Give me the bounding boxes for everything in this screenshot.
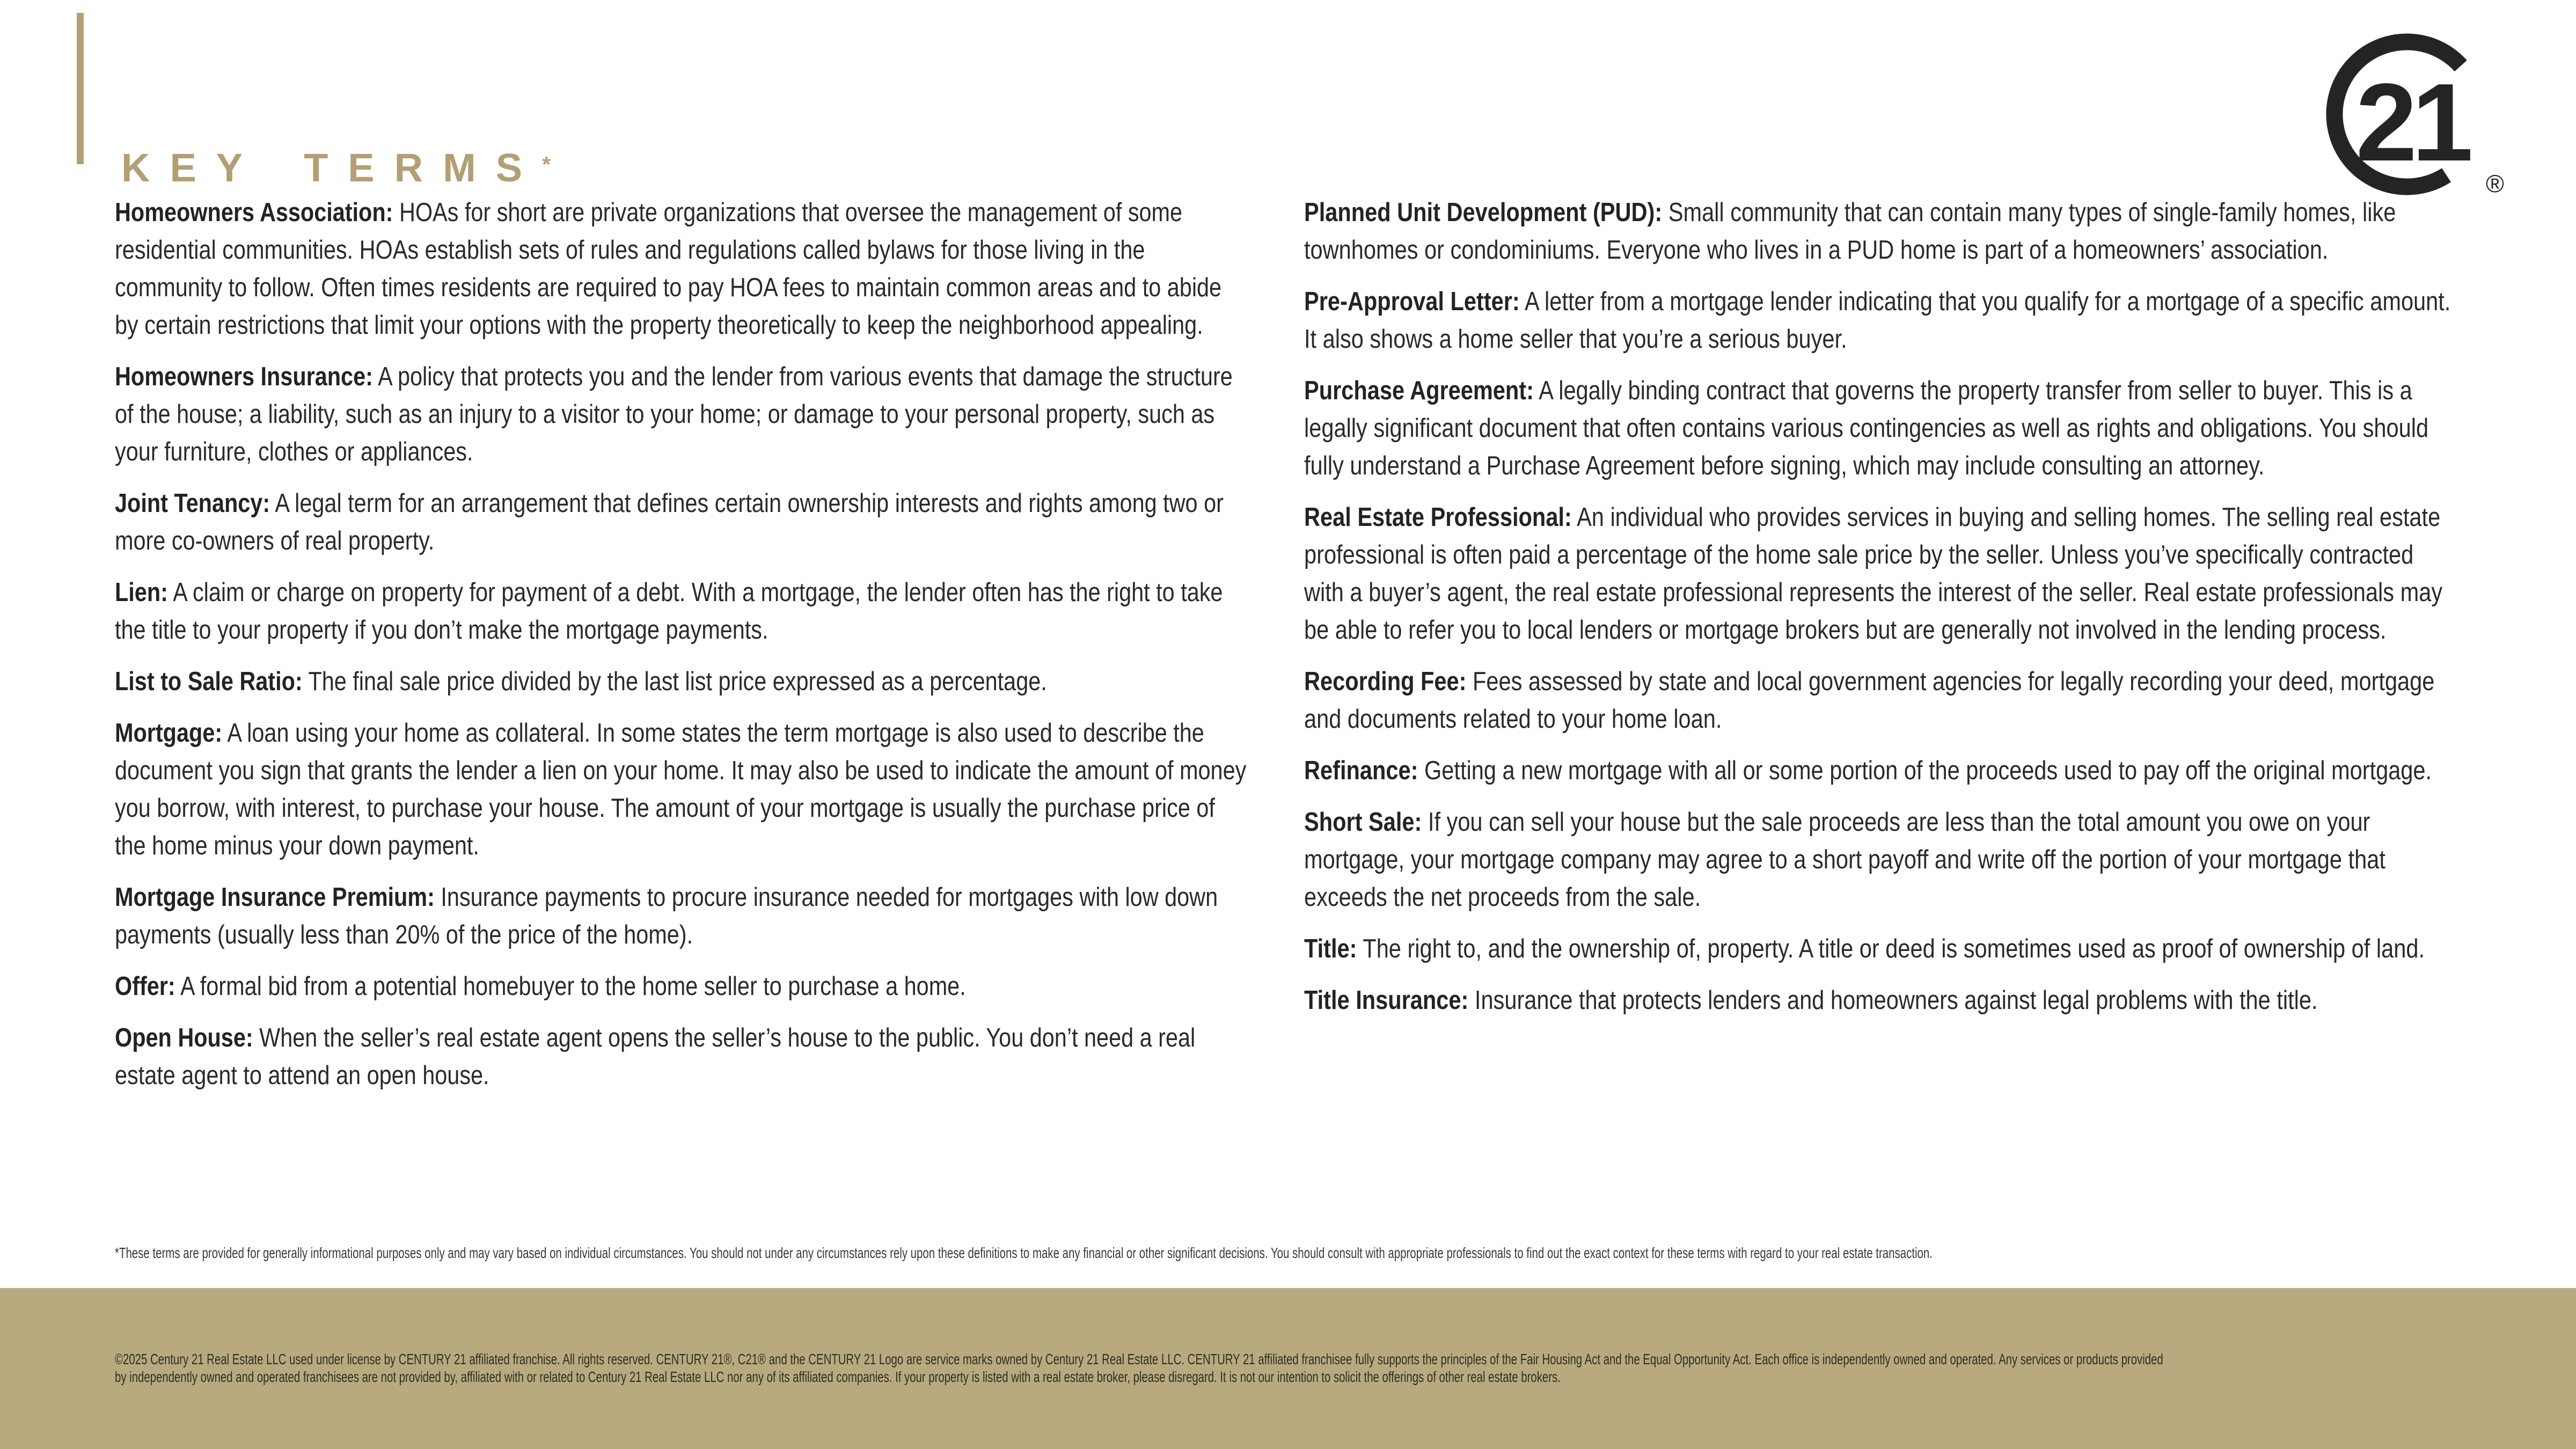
- term-definition: Getting a new mortgage with all or some portion of the proceeds used to pay off the original mortgage.: [1424, 756, 2432, 785]
- term-definition: An individual who provides services in buying and selling homes. The selling real estate professional is often paid a percentage of the home sale price by the seller. Unless you’ve specifically contracted with a buyer’s agent, the real estate professional represents the interest of the seller. Real estate professionals may be able to refer you to local lenders or mortgage brokers but are generally not involved in the lending process.: [1304, 503, 2443, 645]
- legal-footer-line-1: ©2025 Century 21 Real Estate LLC used under license by CENTURY 21 affiliated franchise. All rights reserved. CENTURY 21®, C21® and the CENTURY 21 Logo are service marks owned by Century 21 Real Estate LLC. CENTURY 21 affiliated franchisee fully supports the principles of the Fair Housing Act and the Equal Opportunity Act. Each office is independently owned and operated. Any services or products provided: [115, 1351, 2163, 1367]
- term-entry: [1304, 803, 2451, 916]
- term-label: Title:: [1304, 934, 1357, 963]
- term-label: Offer:: [115, 972, 175, 1001]
- legal-footer: [0, 1288, 2576, 1449]
- term-label: Mortgage:: [115, 719, 223, 748]
- footnote-disclaimer-text: *These terms are provided for generally informational purposes only and may vary based on individual circumstances. You should not under any circumstances rely upon these definitions to make any financial or other significant decisions. You should consult with appropriate professionals to find out the exact context for these terms with regard to your real estate transaction.: [115, 1245, 1933, 1261]
- term-label: Short Sale:: [1304, 808, 1422, 837]
- term-entry: [1304, 982, 2451, 1019]
- term-entry: [1304, 930, 2451, 968]
- legal-footer-text: [115, 1350, 2423, 1386]
- page-title: [121, 145, 551, 190]
- title-footnote-marker: *: [542, 151, 551, 177]
- term-label: Homeowners Insurance:: [115, 362, 373, 391]
- legal-footer-line-2: by independently owned and operated franchisees are not provided by, affiliated with or related to Century 21 Real Estate LLC nor any of its affiliated companies. If your property is listed with a real estate broker, please disregard. It is not our intention to solicit the offerings of other real estate brokers.: [115, 1368, 1561, 1385]
- term-definition: Small community that can contain many types of single-family homes, like townhomes or condominiums. Everyone who lives in a PUD home is part of a homeowners’ association.: [1304, 198, 2396, 265]
- term-definition: The final sale price divided by the last list price expressed as a percentage.: [308, 667, 1047, 696]
- term-label: Mortgage Insurance Premium:: [115, 883, 435, 912]
- term-definition: A legal term for an arrangement that defines certain ownership interests and rights among two or more co-owners of real property.: [115, 489, 1224, 555]
- term-label: List to Sale Ratio:: [115, 667, 303, 696]
- term-label: Real Estate Professional:: [1304, 503, 1572, 532]
- term-label: Open House:: [115, 1023, 253, 1052]
- term-entry: [1304, 283, 2451, 358]
- term-definition: A loan using your home as collateral. In some states the term mortgage is also used to describe the document you sign that grants the lender a lien on your home. It may also be used to indicate the amount of money you borrow, with interest, to purchase your house. The amount of your mortgage is usually the purchase price of the home minus your down payment.: [115, 719, 1247, 860]
- term-entry: [115, 1019, 1249, 1094]
- term-entry: [115, 663, 1249, 700]
- registered-mark-icon: ®: [2486, 170, 2504, 197]
- term-entry: [115, 714, 1249, 865]
- term-definition: A legally binding contract that governs the property transfer from seller to buyer. This is a legally significant document that often contains various contingencies as well as rights and obligations. You should fully understand a Purchase Agreement before signing, which may include consulting an attorney.: [1304, 376, 2429, 480]
- term-label: Homeowners Association:: [115, 198, 393, 227]
- term-entry: [1304, 194, 2451, 269]
- term-definition: HOAs for short are private organizations that oversee the management of some residential communities. HOAs establish sets of rules and regulations called bylaws for those living in the community to follow. Often times residents are required to pay HOA fees to maintain common areas and to abide by certain restrictions that limit your options with the property theoretically to keep the neighborhood appealing.: [115, 198, 1222, 340]
- term-definition: The right to, and the ownership of, property. A title or deed is sometimes used as proof of ownership of land.: [1363, 934, 2425, 963]
- term-definition: A claim or charge on property for payment of a debt. With a mortgage, the lender often has the right to take the title to your property if you don’t make the mortgage payments.: [115, 578, 1223, 645]
- term-entry: [1304, 752, 2451, 789]
- century21-logo: [2313, 31, 2517, 203]
- logo-number: 21: [2355, 61, 2468, 184]
- term-entry: [115, 574, 1249, 649]
- term-label: Pre-Approval Letter:: [1304, 287, 1520, 316]
- term-entry: [115, 485, 1249, 560]
- term-definition: Fees assessed by state and local government agencies for legally recording your deed, mortgage and documents related to your home loan.: [1304, 667, 2435, 734]
- term-entry: [1304, 499, 2451, 649]
- term-entry: [1304, 663, 2451, 738]
- term-label: Refinance:: [1304, 756, 1418, 785]
- term-label: Planned Unit Development (PUD):: [1304, 198, 1663, 227]
- term-definition: If you can sell your house but the sale proceeds are less than the total amount you owe on your mortgage, your mortgage company may agree to a short payoff and write off the portion of your mortgage that exceeds the net proceeds from the sale.: [1304, 808, 2385, 912]
- term-definition: A policy that protects you and the lender from various events that damage the structure of the house; a liability, such as an injury to a visitor to your home; or damage to your personal property, such as your furniture, clothes or appliances.: [115, 362, 1233, 466]
- terms-column-left: [115, 194, 1248, 1108]
- term-definition: When the seller’s real estate agent opens the seller’s house to the public. You don’t need a real estate agent to attend an open house.: [115, 1023, 1196, 1090]
- term-definition: Insurance that protects lenders and homeowners against legal problems with the title.: [1474, 986, 2318, 1015]
- term-definition: Insurance payments to procure insurance needed for mortgages with low down payments (usually less than 20% of the price of the home).: [115, 883, 1218, 949]
- term-entry: [115, 358, 1249, 471]
- terms-column-right: [1304, 194, 2450, 1033]
- term-entry: [115, 968, 1249, 1005]
- title-accent-bar: [77, 13, 84, 164]
- term-label: Purchase Agreement:: [1304, 376, 1534, 405]
- term-label: Joint Tenancy:: [115, 489, 270, 518]
- page-title-text: KEY TERMS: [121, 145, 543, 190]
- term-entry: [115, 194, 1249, 344]
- term-label: Title Insurance:: [1304, 986, 1469, 1015]
- term-entry: [115, 879, 1249, 954]
- term-entry: [1304, 372, 2451, 485]
- term-definition: A letter from a mortgage lender indicating that you qualify for a mortgage of a specific amount. It also shows a home seller that you’re a serious buyer.: [1304, 287, 2451, 354]
- term-definition: A formal bid from a potential homebuyer to the home seller to purchase a home.: [180, 972, 966, 1001]
- footnote-disclaimer: [115, 1244, 2208, 1262]
- term-label: Lien:: [115, 578, 168, 607]
- term-label: Recording Fee:: [1304, 667, 1467, 696]
